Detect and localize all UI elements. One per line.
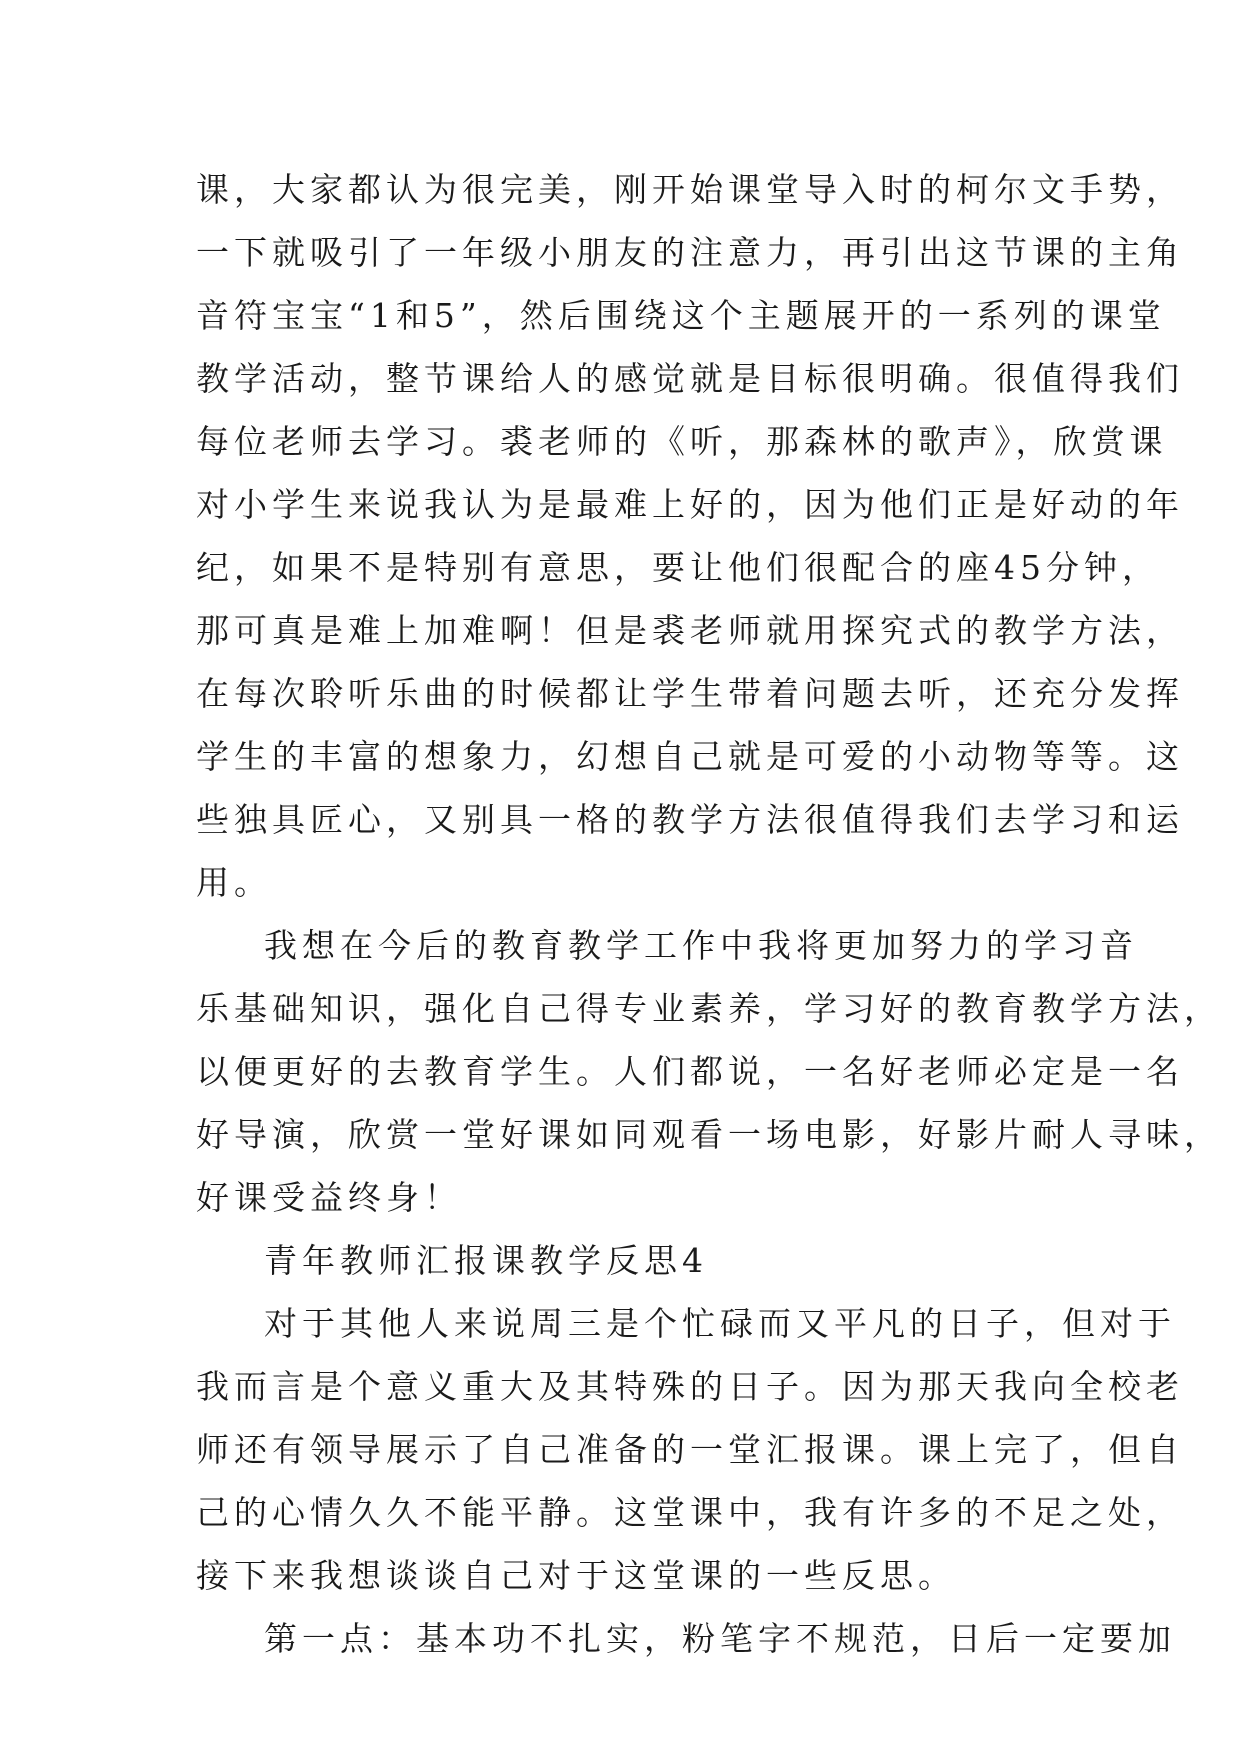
text-line: 接下来我想谈谈自己对于这堂课的一些反思。 bbox=[196, 1556, 956, 1595]
text-line: 乐基础知识，强化自己得专业素养，学习好的教育教学方法， bbox=[196, 989, 1222, 1028]
text-line: 我想在今后的教育教学工作中我将更加努力的学习音 bbox=[264, 926, 1138, 965]
text-line: 课，大家都认为很完美，刚开始课堂导入时的柯尔文手势， bbox=[196, 170, 1184, 209]
text-line: 好导演，欣赏一堂好课如同观看一场电影，好影片耐人寻味， bbox=[196, 1115, 1222, 1154]
text-line: 学生的丰富的想象力，幻想自己就是可爱的小动物等等。这 bbox=[196, 737, 1184, 776]
text-line: 纪，如果不是特别有意思，要让他们很配合的座45分钟， bbox=[196, 548, 1160, 587]
text-line: 用。 bbox=[196, 863, 272, 902]
text-line: 对于其他人来说周三是个忙碌而又平凡的日子，但对于 bbox=[264, 1304, 1176, 1343]
text-line: 师还有领导展示了自己准备的一堂汇报课。课上完了，但自 bbox=[196, 1430, 1184, 1469]
body-text bbox=[196, 158, 1222, 1670]
text-line: 以便更好的去教育学生。人们都说，一名好老师必定是一名 bbox=[196, 1052, 1184, 1091]
text-line: 在每次聆听乐曲的时候都让学生带着问题去听，还充分发挥 bbox=[196, 674, 1184, 713]
text-line: 教学活动，整节课给人的感觉就是目标很明确。很值得我们 bbox=[196, 359, 1184, 398]
text-line: 好课受益终身！ bbox=[196, 1178, 462, 1217]
text-line: 些独具匠心，又别具一格的教学方法很值得我们去学习和运 bbox=[196, 800, 1184, 839]
section-heading: 青年教师汇报课教学反思4 bbox=[264, 1241, 708, 1280]
text-line: 音符宝宝“1和5”，然后围绕这个主题展开的一系列的课堂 bbox=[196, 296, 1166, 335]
text-line: 每位老师去学习。裘老师的《听，那森林的歌声》，欣赏课 bbox=[196, 422, 1168, 461]
text-line: 我而言是个意义重大及其特殊的日子。因为那天我向全校老 bbox=[196, 1367, 1184, 1406]
text-line: 一下就吸引了一年级小朋友的注意力，再引出这节课的主角 bbox=[196, 233, 1184, 272]
text-line: 对小学生来说我认为是最难上好的，因为他们正是好动的年 bbox=[196, 485, 1184, 524]
text-line: 那可真是难上加难啊！但是裘老师就用探究式的教学方法， bbox=[196, 611, 1184, 650]
text-line: 己的心情久久不能平静。这堂课中，我有许多的不足之处， bbox=[196, 1493, 1184, 1532]
text-line: 第一点：基本功不扎实，粉笔字不规范，日后一定要加 bbox=[264, 1619, 1176, 1658]
